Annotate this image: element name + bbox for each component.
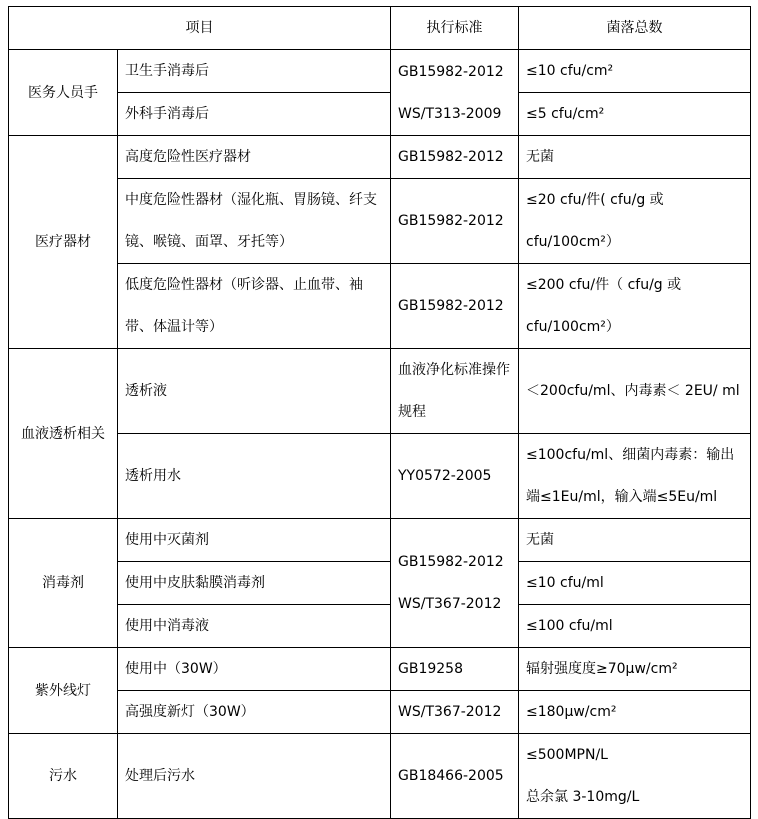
colony-cell: ≤5 cfu/cm² <box>519 93 751 136</box>
standard-cell: GB15982-2012 <box>391 179 519 264</box>
table-row <box>9 93 751 136</box>
standard-cell: WS/T367-2012 <box>391 691 519 734</box>
table-row <box>9 519 751 562</box>
table-row <box>9 349 751 434</box>
table-row <box>9 691 751 734</box>
standard-line: GB15982-2012 <box>398 63 504 80</box>
table-row <box>9 136 751 179</box>
item-cell: 低度危险性器材（听诊器、止血带、袖带、体温计等） <box>118 264 391 349</box>
colony-line: ≤500MPN/L <box>526 747 608 763</box>
colony-cell: ≤10 cfu/cm² <box>519 50 751 93</box>
category-cell: 血液透析相关 <box>9 349 118 519</box>
standard-cell: GB15982-2012 <box>391 264 519 349</box>
header-row <box>9 7 751 50</box>
item-cell: 卫生手消毒后 <box>118 50 391 93</box>
table-row <box>9 605 751 648</box>
item-cell: 使用中（30W） <box>118 648 391 691</box>
colony-cell: ≤200 cfu/件（ cfu/g 或 cfu/100cm²） <box>519 264 751 349</box>
standard-cell: YY0572-2005 <box>391 434 519 519</box>
colony-cell: ≤100 cfu/ml <box>519 605 751 648</box>
standard-cell <box>391 519 519 648</box>
table-row <box>9 562 751 605</box>
category-cell: 紫外线灯 <box>9 648 118 734</box>
header-standard: 执行标准 <box>391 7 519 50</box>
standard-line: WS/T367-2012 <box>398 596 502 612</box>
item-cell: 处理后污水 <box>118 734 391 819</box>
item-cell: 高度危险性医疗器材 <box>118 136 391 179</box>
table-row <box>9 734 751 819</box>
standard-line: WS/T313-2009 <box>398 105 502 122</box>
standard-cell <box>391 50 519 136</box>
colony-line: 总余氯 3-10mg/L <box>526 789 640 805</box>
table-row <box>9 179 751 264</box>
colony-standard-table <box>8 6 751 819</box>
item-cell: 中度危险性器材（湿化瓶、胃肠镜、纤支镜、喉镜、面罩、牙托等） <box>118 179 391 264</box>
standard-cell: GB15982-2012 <box>391 136 519 179</box>
standard-cell: GB19258 <box>391 648 519 691</box>
category-cell: 医务人员手 <box>9 50 118 136</box>
header-colony: 菌落总数 <box>519 7 751 50</box>
category-cell: 消毒剂 <box>9 519 118 648</box>
colony-cell: ≤180μw/cm² <box>519 691 751 734</box>
colony-cell <box>519 734 751 819</box>
standard-line: GB15982-2012 <box>398 554 504 570</box>
item-cell: 高强度新灯（30W） <box>118 691 391 734</box>
header-item: 项目 <box>9 7 391 50</box>
standard-cell: GB18466-2005 <box>391 734 519 819</box>
colony-cell: ≤20 cfu/件( cfu/g 或 cfu/100cm²） <box>519 179 751 264</box>
category-cell: 医疗器材 <box>9 136 118 349</box>
colony-cell: 无菌 <box>519 136 751 179</box>
item-cell: 透析液 <box>118 349 391 434</box>
colony-cell: 辐射强度度≥70μw/cm² <box>519 648 751 691</box>
item-cell: 使用中灭菌剂 <box>118 519 391 562</box>
standard-cell: 血液净化标准操作规程 <box>391 349 519 434</box>
item-cell: 外科手消毒后 <box>118 93 391 136</box>
item-cell: 使用中消毒液 <box>118 605 391 648</box>
colony-cell: ≤100cfu/ml、细菌内毒素：输出端≤1Eu/ml，输入端≤5Eu/ml <box>519 434 751 519</box>
table-row <box>9 434 751 519</box>
category-cell: 污水 <box>9 734 118 819</box>
item-cell: 使用中皮肤黏膜消毒剂 <box>118 562 391 605</box>
colony-cell: ＜200cfu/ml、内毒素＜ 2EU/ ml <box>519 349 751 434</box>
colony-cell: ≤10 cfu/ml <box>519 562 751 605</box>
colony-cell: 无菌 <box>519 519 751 562</box>
table-row <box>9 264 751 349</box>
table-row <box>9 648 751 691</box>
table-row <box>9 50 751 93</box>
item-cell: 透析用水 <box>118 434 391 519</box>
